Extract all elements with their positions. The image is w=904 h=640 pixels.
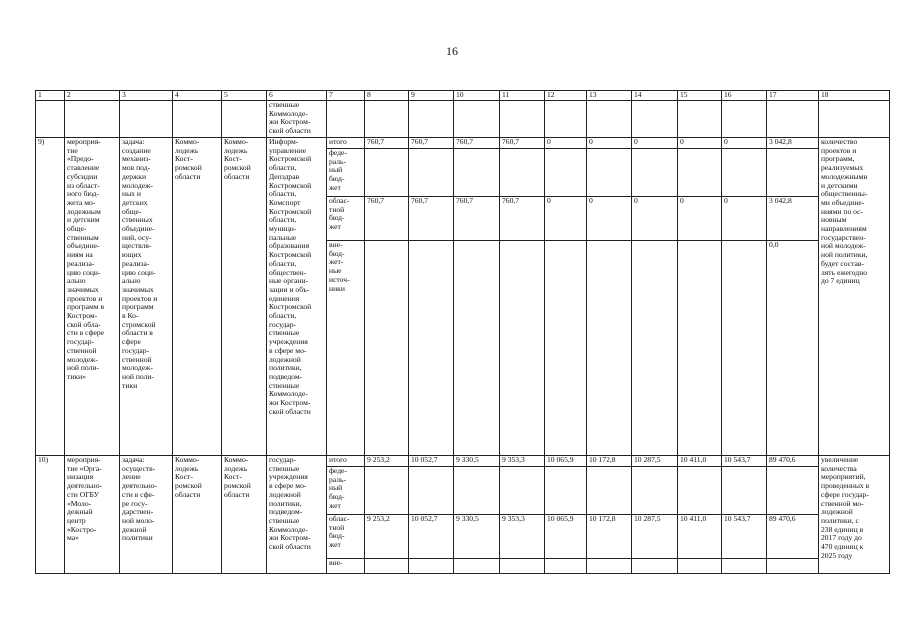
funding-value [545, 467, 587, 515]
funding-value [722, 467, 767, 515]
column-number: 4 [173, 91, 222, 101]
funding-value [365, 241, 409, 456]
funding-value: 10 065,9 [545, 456, 587, 467]
funding-value: 9 330,5 [454, 456, 500, 467]
funding-value [678, 149, 722, 197]
column-number: 1 [36, 91, 65, 101]
funding-value [454, 149, 500, 197]
empty-cell [545, 101, 587, 138]
column-number: 9 [409, 91, 454, 101]
funding-value: 0 [722, 138, 767, 149]
measure-task: задача: создание механиз- мов под- держки молодеж- ных и детских обще- ственных объедине- ний, осу- ществля- ющих реализа- цию соци- ально значимых проектов и программ в Ко- стромской области в сфере государ- ственной молодеж- ной поли- тики [120, 138, 173, 456]
funding-source: феде- раль- ный бюд- жет [327, 149, 365, 197]
empty-cell [409, 101, 454, 138]
funding-source: итого [327, 456, 365, 467]
funding-value [632, 149, 678, 197]
column-number: 8 [365, 91, 409, 101]
funding-value [767, 149, 819, 197]
empty-cell [767, 101, 819, 138]
empty-cell [36, 101, 65, 138]
funding-value: 0 [545, 197, 587, 241]
funding-value: 0 [678, 138, 722, 149]
funding-value [500, 559, 545, 574]
measures-table [35, 90, 890, 574]
funding-value: 9 353,3 [500, 456, 545, 467]
funding-value [722, 241, 767, 456]
funding-source: облас- тной бюд- жет [327, 197, 365, 241]
funding-value [587, 559, 632, 574]
responsible-executor: Коммо- лодежь Кост- ромской области [222, 456, 267, 574]
funding-value: 10 172,8 [587, 456, 632, 467]
funding-value: 0 [632, 197, 678, 241]
co-executors: Информ- управление Костромской области, Депздрав Костромской области, Комспорт Костромской области, муници- пальные образования Костромской области, обществен- ные органи- зации и объ- единения Костромской области, государ- ственные учреждения в сфере мо- лодежной политики, подведом- ственные Коммолоде- жи Костром- ской области [267, 138, 327, 456]
column-number: 15 [678, 91, 722, 101]
funding-value: 10 411,0 [678, 515, 722, 559]
column-number: 18 [819, 91, 890, 101]
funding-value [409, 559, 454, 574]
funding-source: облас- тной бюд- жет [327, 515, 365, 559]
carryover-row [36, 101, 890, 138]
column-number: 17 [767, 91, 819, 101]
funding-value [678, 241, 722, 456]
funding-value [632, 241, 678, 456]
column-number: 5 [222, 91, 267, 101]
expected-result: увеличение количества мероприятий, проведенных в сфере государ- ственной мо- лодежной политики, с 238 единиц в 2017 году до 470 единиц к 2025 году [819, 456, 890, 574]
measure-row [36, 456, 890, 467]
funding-value [722, 149, 767, 197]
column-number: 10 [454, 91, 500, 101]
funding-value [545, 149, 587, 197]
funding-value [500, 149, 545, 197]
empty-cell [327, 101, 365, 138]
empty-cell [587, 101, 632, 138]
funding-value: 0,0 [767, 241, 819, 456]
funding-value: 760,7 [409, 138, 454, 149]
funding-value: 10 543,7 [722, 515, 767, 559]
funding-source: итого [327, 138, 365, 149]
funding-value [409, 467, 454, 515]
responsible-executor: Коммо- лодежь Кост- ромской области [222, 138, 267, 456]
measure-number: 10) [36, 456, 65, 574]
funding-value: 0 [587, 138, 632, 149]
funding-value: 89 470,6 [767, 515, 819, 559]
column-number: 6 [267, 91, 327, 101]
funding-source: феде- раль- ный бюд- жет [327, 467, 365, 515]
funding-value [678, 559, 722, 574]
empty-cell [365, 101, 409, 138]
funding-value: 9 253,2 [365, 456, 409, 467]
funding-value [632, 467, 678, 515]
funding-value [454, 559, 500, 574]
funding-value: 0 [545, 138, 587, 149]
empty-cell [222, 101, 267, 138]
measure-title: мероприя- тие «Орга- низация деятельно- сти ОГБУ «Моло- дежный центр «Костро- ма» [65, 456, 120, 574]
carryover-executor: ственные Коммолоде- жи Костром- ской области [267, 101, 327, 138]
funding-value: 760,7 [365, 197, 409, 241]
funding-value: 10 287,5 [632, 456, 678, 467]
funding-value: 3 042,8 [767, 138, 819, 149]
empty-cell [120, 101, 173, 138]
column-number: 2 [65, 91, 120, 101]
funding-value [545, 559, 587, 574]
funding-value: 9 330,5 [454, 515, 500, 559]
funding-value [632, 559, 678, 574]
empty-cell [65, 101, 120, 138]
funding-value [767, 559, 819, 574]
funding-source: вне- [327, 559, 365, 574]
empty-cell [632, 101, 678, 138]
funding-value: 3 042,8 [767, 197, 819, 241]
column-number: 3 [120, 91, 173, 101]
empty-cell [454, 101, 500, 138]
funding-value: 9 253,2 [365, 515, 409, 559]
funding-value: 760,7 [409, 197, 454, 241]
funding-value: 760,7 [500, 138, 545, 149]
funding-value [454, 241, 500, 456]
empty-cell [722, 101, 767, 138]
funding-value: 760,7 [365, 138, 409, 149]
funding-value: 10 543,7 [722, 456, 767, 467]
funding-value [678, 467, 722, 515]
column-number: 16 [722, 91, 767, 101]
responsible-coordinator: Коммо- лодежь Кост- ромской области [173, 138, 222, 456]
empty-cell [173, 101, 222, 138]
co-executors: государ- ственные учреждения в сфере мо- лодежной политики, подведом- ственные Коммолоде- жи Костром- ской области [267, 456, 327, 574]
column-number: 11 [500, 91, 545, 101]
funding-value [365, 149, 409, 197]
funding-value: 9 353,3 [500, 515, 545, 559]
column-number: 13 [587, 91, 632, 101]
funding-value [409, 149, 454, 197]
page-number: 16 [446, 44, 458, 58]
funding-value: 10 287,5 [632, 515, 678, 559]
expected-result: количество проектов и программ, реализуемых молодежными и детскими общественны- ми объедине- ниями по ос- новным направлениям государствен- ной молодеж- ной политики, будет состав- лять ежегодно до 7 единиц [819, 138, 890, 456]
funding-value: 760,7 [500, 197, 545, 241]
funding-value: 10 052,7 [409, 515, 454, 559]
funding-value [365, 559, 409, 574]
column-number: 12 [545, 91, 587, 101]
funding-value: 0 [632, 138, 678, 149]
measure-task: задача: осуществ- ление деятельно- сти в сфе- ре госу- дарствен- ной моло- дежной политики [120, 456, 173, 574]
funding-source: вне- бюд- жет- ные источ- ники [327, 241, 365, 456]
funding-value [587, 149, 632, 197]
funding-value [454, 467, 500, 515]
funding-value [500, 467, 545, 515]
funding-value [587, 241, 632, 456]
funding-value: 760,7 [454, 197, 500, 241]
empty-cell [819, 101, 890, 138]
funding-value: 10 065,9 [545, 515, 587, 559]
measure-number: 9) [36, 138, 65, 456]
funding-value: 10 411,0 [678, 456, 722, 467]
empty-cell [678, 101, 722, 138]
funding-value: 10 052,7 [409, 456, 454, 467]
measure-row [36, 138, 890, 149]
empty-cell [500, 101, 545, 138]
measure-title: мероприя- тие «Предо- ставление субсидии из област- ного бюд- жета мо- лодежным и детским обще- ственным объедине- ниям на реализа- цию соци- ально значимых проектов и программ в Костром- ской обла- сти в сфере государ- ственной молодеж- ной поли- тики» [65, 138, 120, 456]
column-number: 14 [632, 91, 678, 101]
funding-value: 10 172,8 [587, 515, 632, 559]
responsible-coordinator: Коммо- лодежь Кост- ромской области [173, 456, 222, 574]
funding-value [365, 467, 409, 515]
funding-value [767, 467, 819, 515]
funding-value: 89 470,6 [767, 456, 819, 467]
column-number-row [36, 91, 890, 101]
funding-value: 0 [678, 197, 722, 241]
funding-value: 0 [722, 197, 767, 241]
funding-value [545, 241, 587, 456]
funding-value: 0 [587, 197, 632, 241]
funding-value [500, 241, 545, 456]
funding-value: 760,7 [454, 138, 500, 149]
funding-value [409, 241, 454, 456]
funding-value [587, 467, 632, 515]
column-number: 7 [327, 91, 365, 101]
funding-value [722, 559, 767, 574]
